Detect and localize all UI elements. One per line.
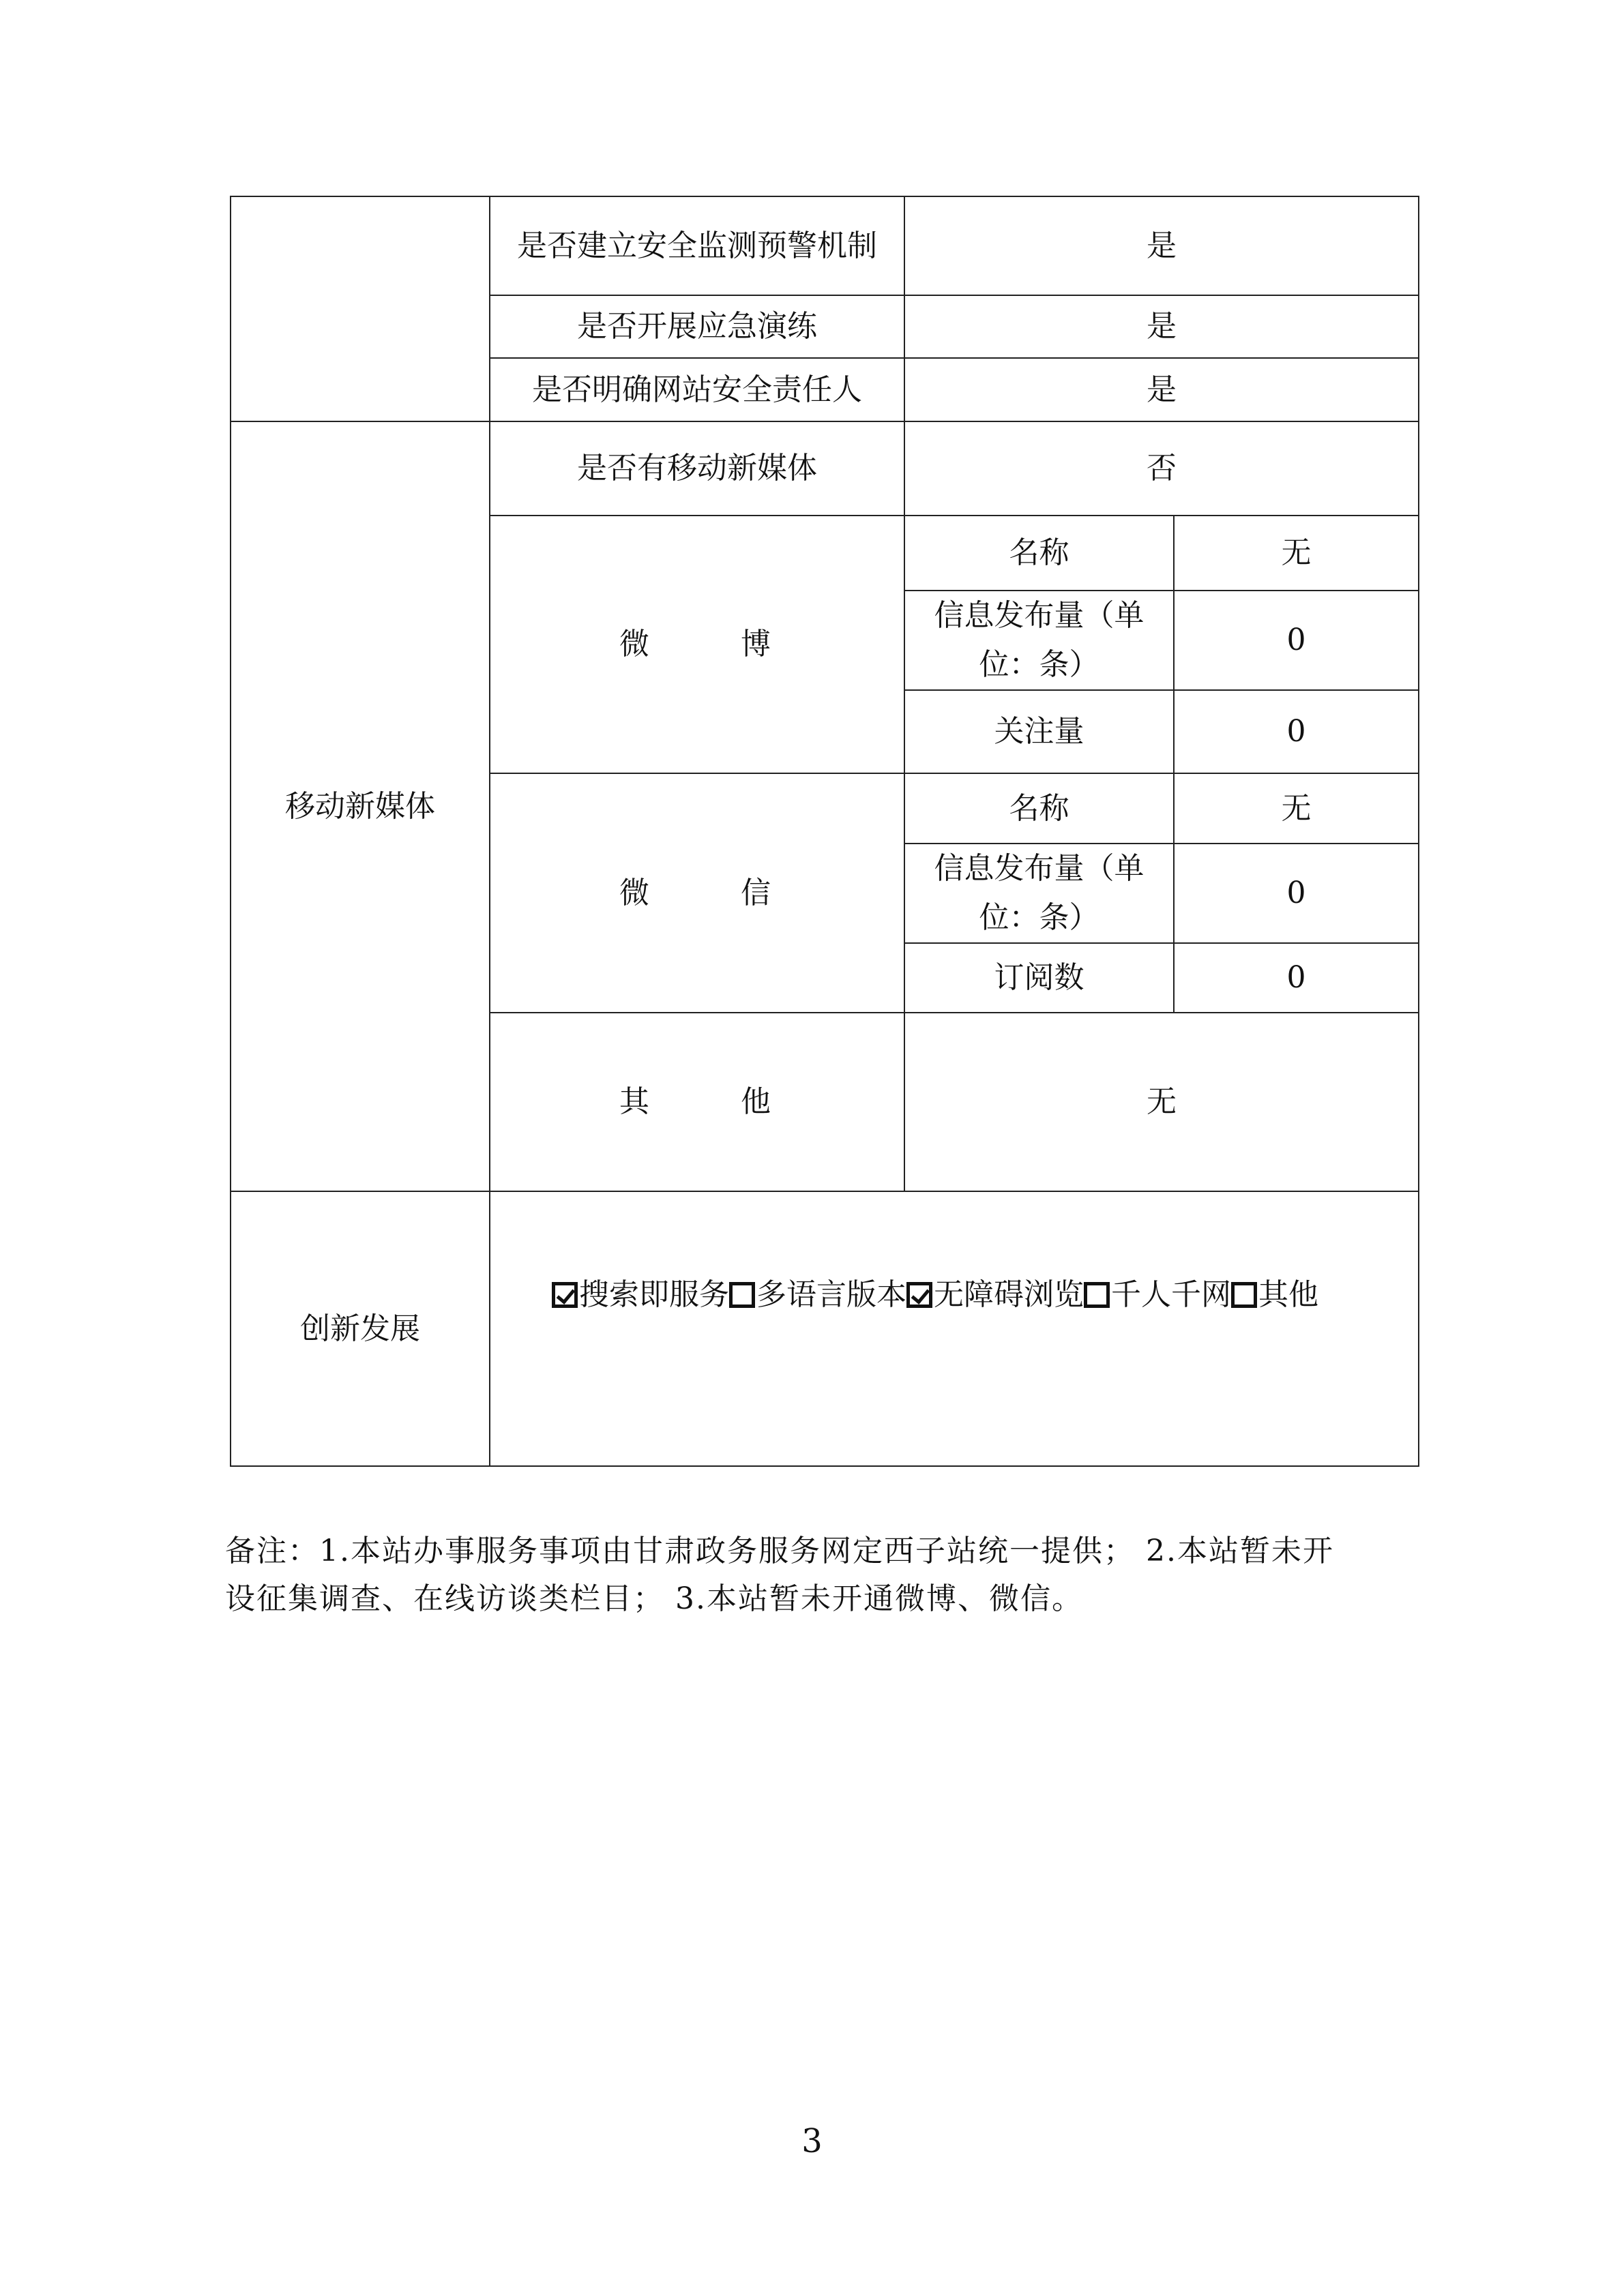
weibo-field-label: 信息发布量（单位：条） bbox=[904, 591, 1174, 690]
empty-box-icon[interactable] bbox=[729, 1282, 755, 1308]
wechat-field-value: 0 bbox=[1174, 943, 1419, 1013]
option-label: 无障碍浏览 bbox=[934, 1277, 1084, 1312]
weibo-field-value: 无 bbox=[1174, 516, 1419, 591]
table-row bbox=[231, 421, 1419, 516]
weibo-field-value: 0 bbox=[1174, 591, 1419, 690]
option-label: 搜索即服务 bbox=[579, 1277, 729, 1312]
weibo-field-label: 名称 bbox=[904, 516, 1174, 591]
innovation-options bbox=[490, 1191, 1419, 1466]
security-category-cell bbox=[231, 196, 490, 421]
option-other[interactable] bbox=[1231, 1270, 1318, 1320]
checked-box-icon[interactable] bbox=[552, 1282, 578, 1308]
wechat-field-label: 名称 bbox=[904, 773, 1174, 844]
option-multilingual[interactable] bbox=[729, 1270, 906, 1320]
other-media-value: 无 bbox=[904, 1013, 1419, 1191]
weibo-label: 微 博 bbox=[490, 516, 904, 773]
has-media-label: 是否有移动新媒体 bbox=[490, 421, 904, 516]
table-row bbox=[231, 1191, 1419, 1466]
option-personalized[interactable] bbox=[1084, 1270, 1231, 1320]
footnote-line: 备注：1.本站办事服务事项由甘肃政务服务网定西子站统一提供； 2.本站暂未开 bbox=[225, 1534, 1334, 1568]
security-value: 是 bbox=[904, 358, 1419, 421]
security-value: 是 bbox=[904, 295, 1419, 358]
report-table bbox=[230, 196, 1419, 1467]
wechat-field-value: 无 bbox=[1174, 773, 1419, 844]
wechat-field-value: 0 bbox=[1174, 844, 1419, 943]
footnote-line: 设征集调查、在线访谈类栏目； 3.本站暂未开通微博、微信。 bbox=[225, 1581, 1083, 1616]
has-media-value: 否 bbox=[904, 421, 1419, 516]
weibo-field-label: 关注量 bbox=[904, 690, 1174, 773]
security-value: 是 bbox=[904, 196, 1419, 295]
empty-box-icon[interactable] bbox=[1084, 1282, 1110, 1308]
other-media-label: 其 他 bbox=[490, 1013, 904, 1191]
option-label: 其他 bbox=[1258, 1277, 1318, 1312]
empty-box-icon[interactable] bbox=[1231, 1282, 1257, 1308]
innovation-category-cell: 创新发展 bbox=[231, 1191, 490, 1466]
wechat-field-label: 订阅数 bbox=[904, 943, 1174, 1013]
table-row bbox=[231, 196, 1419, 295]
wechat-label: 微 信 bbox=[490, 773, 904, 1013]
option-search-as-service[interactable] bbox=[552, 1270, 729, 1320]
option-label: 多语言版本 bbox=[756, 1277, 906, 1312]
footnote bbox=[225, 1527, 1426, 1623]
weibo-field-value: 0 bbox=[1174, 690, 1419, 773]
wechat-field-label: 信息发布量（单位：条） bbox=[904, 844, 1174, 943]
security-label: 是否建立安全监测预警机制 bbox=[490, 196, 904, 295]
option-label: 千人千网 bbox=[1111, 1277, 1231, 1312]
security-label: 是否开展应急演练 bbox=[490, 295, 904, 358]
security-label: 是否明确网站安全责任人 bbox=[490, 358, 904, 421]
media-category-cell: 移动新媒体 bbox=[231, 421, 490, 1191]
checked-box-icon[interactable] bbox=[906, 1282, 932, 1308]
page-number: 3 bbox=[801, 2122, 823, 2160]
option-accessibility[interactable] bbox=[906, 1270, 1084, 1320]
